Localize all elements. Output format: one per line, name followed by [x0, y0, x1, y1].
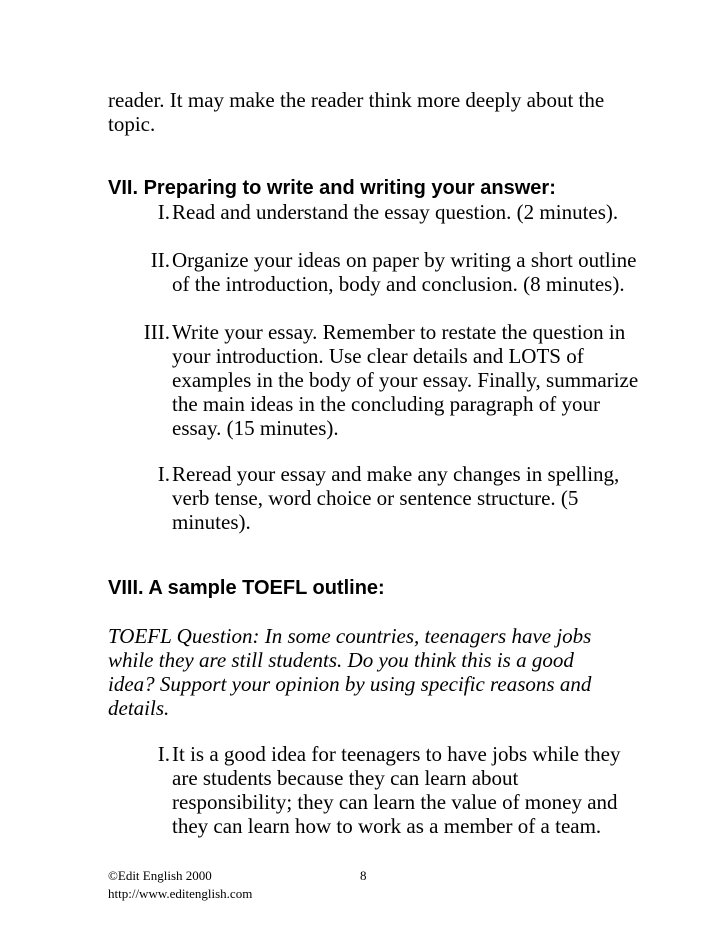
list-numeral: I.	[157, 462, 170, 486]
footer-credits	[108, 867, 252, 903]
list-numeral: II.	[150, 248, 170, 272]
section-8-heading: VIII. A sample TOEFL outline:	[108, 577, 385, 599]
list-item-text: Reread your essay and make any changes in spelling, verb tense, word choice or sentence structure. (5 minutes).	[172, 462, 620, 534]
footer-copyright: ©Edit English 2000	[108, 868, 212, 883]
footer-url: http://www.editenglish.com	[108, 886, 253, 901]
list-item-text: Organize your ideas on paper by writing a short outline of the introduction, body and conclusion. (8 minutes).	[172, 248, 637, 296]
list-numeral: I.	[157, 200, 170, 224]
toefl-question: TOEFL Question: In some countries, teenagers have jobs while they are still students. Do you think this is a good idea? Support your opinion by using specific reasons and details.	[108, 624, 592, 720]
list-item-text: It is a good idea for teenagers to have jobs while they are students because they can learn about responsibility; they can learn the value of money and they can learn how to work as a member of a team.	[172, 742, 621, 838]
list-item-text: Write your essay. Remember to restate the question in your introduction. Use clear details and LOTS of examples in the body of your essay. Finally, summarize the main ideas in the concluding paragraph of your essay. (15 minutes).	[172, 320, 639, 440]
intro-paragraph: reader. It may make the reader think more deeply about the topic.	[108, 88, 605, 136]
list-numeral: III.	[143, 320, 170, 344]
list-item-text: Read and understand the essay question. (2 minutes).	[172, 200, 619, 224]
list-numeral: I.	[157, 742, 170, 766]
section-7-heading: VII. Preparing to write and writing your answer:	[108, 177, 556, 199]
page-number: 8	[360, 868, 367, 883]
